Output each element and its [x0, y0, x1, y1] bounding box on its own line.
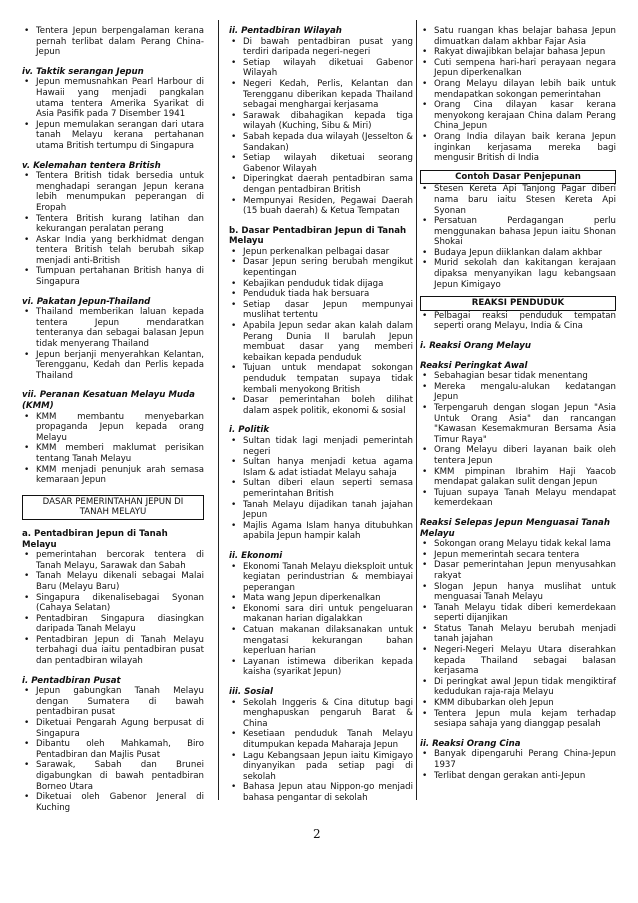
section-heading: i. Pentadbiran Pusat: [22, 675, 121, 686]
list-item: • Jepun memusnahkan Pearl Harbour di Hawaii yang menjadi pangkalan utama tentera Amerika Syarikat di Asia Pasifik pada 7 Disember 1941: [22, 77, 204, 119]
section-heading: i. Politik: [229, 425, 270, 436]
list-item: • Jepun memerintah secara tentera: [420, 550, 616, 561]
list-item: • Sultan diberi elaun seperti semasa pemerintahan British: [229, 478, 413, 499]
section-heading: ii. Ekonomi: [229, 550, 283, 561]
list-item: • Persatuan Perdagangan perlu menggunakan bahasa Jepun iaitu Shonan Shokai: [420, 216, 616, 248]
list-item: • Sekolah Inggeris & Cina ditutup bagi menghapuskan pengaruh Barat & China: [229, 698, 413, 730]
list-item: • Satu ruangan khas belajar bahasa Jepun dimuatkan dalam akhbar Fajar Asia: [420, 26, 616, 47]
list-item: • Terpengaruh dengan slogan Jepun "Asia Untuk Orang Asia" dan rancangan "Kawasan Kesemakmuran Bersama Asia Timur Raya": [420, 403, 616, 445]
list-item: • Penduduk tiada hak bersuara: [229, 289, 413, 300]
list-item: • Jepun perkenalkan pelbagai dasar: [229, 247, 413, 258]
bullet-list: [420, 371, 616, 509]
list-item: • Orang Cina dilayan kasar kerana menyokong kerajaan China dalam Perang China_Jepun: [420, 100, 616, 132]
column-middle: [229, 26, 413, 804]
list-item: • Orang Melayu diberi layanan baik oleh tentera Jepun: [420, 445, 616, 466]
list-item: • Negeri-Negeri Melayu Utara diserahkan kepada Thailand sebagai balasan kerjasama: [420, 645, 616, 677]
bullet-list: [22, 171, 204, 288]
list-item: • Setiap wilayah diketuai Gabenor Wilayah: [229, 58, 413, 79]
list-item: • Ekonomi sara diri untuk pengeluaran makanan harian digalakkan: [229, 604, 413, 625]
list-item: • Catuan makanan dilaksanakan untuk mengatasi kekurangan bahan keperluan harian: [229, 625, 413, 657]
list-item: • Stesen Kereta Api Tanjong Pagar diberi nama baru iaitu Stesen Kereta Api Syonan: [420, 184, 616, 216]
list-item: • Orang Melayu dilayan lebih baik untuk mendapatkan sokongan pemerintahan: [420, 79, 616, 100]
column-divider-2: [416, 20, 417, 800]
bullet-list: [229, 247, 413, 417]
bullet-list: [420, 311, 616, 332]
section-title-box: DASAR PEMERINTAHAN JEPUN DI TANAH MELAYU: [22, 495, 204, 520]
list-item: • KMM memberi maklumat perisikan tentang Tanah Melayu: [22, 443, 204, 464]
list-item: • Tentera British tidak bersedia untuk menghadapi serangan Jepun kerana lebih menumpukan peperangan di Eropah: [22, 171, 204, 213]
section-heading: iii. Sosial: [229, 687, 273, 698]
list-item: • pemerintahan bercorak tentera di Tanah Melayu, Sarawak dan Sabah: [22, 550, 204, 571]
list-item: • Slogan Jepun hanya muslihat untuk menguasai Tanah Melayu: [420, 582, 616, 603]
list-item: • KMM dibubarkan oleh Jepun: [420, 698, 616, 709]
bullet-list: [229, 562, 413, 679]
column-divider-1: [218, 20, 219, 800]
section-heading: Reaksi Peringkat Awal: [420, 360, 528, 371]
list-item: • Diperingkat daerah pentadbiran sama dengan pentadbiran British: [229, 174, 413, 195]
list-item: • Pelbagai reaksi penduduk tempatan seperti orang Melayu, India & Cina: [420, 311, 616, 332]
bullet-list: [22, 412, 204, 486]
list-item: • Negeri Kedah, Perlis, Kelantan dan Terengganu diberikan kepada Thailand sebagai menghargai kerjasama: [229, 79, 413, 111]
bullet-list: [420, 26, 616, 164]
list-item: • Di peringkat awal Jepun tidak mengiktiraf kedudukan raja-raja Melayu: [420, 677, 616, 698]
list-item: • Pentadbiran Jepun di Tanah Melayu terbahagi dua iaitu pentadbiran pusat dan pentadbiran wilayah: [22, 635, 204, 667]
list-item: • Tanah Melayu dijadikan tanah jajahan Jepun: [229, 500, 413, 521]
list-item: • Orang India dilayan baik kerana Jepun inginkan kerjasama mereka bagi mengusir British di India: [420, 132, 616, 164]
list-item: • Lagu Kebangsaan Jepun iaitu Kimigayo dinyanyikan pada setiap pagi di sekolah: [229, 751, 413, 783]
list-item: • Kebajikan penduduk tidak dijaga: [229, 279, 413, 290]
bullet-list: [420, 184, 616, 290]
section-heading: iv. Taktik serangan Jepun: [22, 66, 144, 77]
bullet-list: [22, 686, 204, 813]
bullet-list: [229, 436, 413, 542]
list-item: • KMM membantu menyebarkan propaganda Jepun kepada orang Melayu: [22, 412, 204, 444]
list-item: • Dasar Jepun sering berubah mengikut kepentingan: [229, 257, 413, 278]
bullet-list: [22, 307, 204, 381]
list-item: • Tujuan untuk mendapat sokongan penduduk tempatan supaya tidak kembali menyokong British: [229, 363, 413, 395]
list-item: • Sarawak dibahagikan kepada tiga wilayah (Kuching, Sibu & Miri): [229, 111, 413, 132]
list-item: • Dasar pemerintahan Jepun menyusahkan rakyat: [420, 560, 616, 581]
list-item: • Askar India yang berkhidmat dengan tentera British telah berubah sikap menjadi anti-British: [22, 235, 204, 267]
bullet-list: [22, 77, 204, 151]
list-item: • Tanah Melayu dikenali sebagai Malai Baru (Melayu Baru): [22, 571, 204, 592]
list-item: • Sarawak, Sabah dan Brunei digabungkan di bawah pentadbiran Borneo Utara: [22, 760, 204, 792]
list-item: • Cuti sempena hari-hari perayaan negara Jepun diperkenalkan: [420, 58, 616, 79]
list-item: • Thailand memberikan laluan kepada tentera Jepun mendaratkan tenteranya dan sebagai balasan Jepun tidak menyerang Thailand: [22, 307, 204, 349]
list-item: • Status Tanah Melayu berubah menjadi tanah jajahan: [420, 624, 616, 645]
column-left: [22, 26, 204, 813]
section-heading: ii. Reaksi Orang Cina: [420, 738, 521, 749]
bullet-list: [229, 37, 413, 217]
section-heading: ii. Pentadbiran Wilayah: [229, 26, 342, 36]
list-item: • Kesetiaan penduduk Tanah Melayu ditumpukan kepada Maharaja Jepun: [229, 729, 413, 750]
list-item: • Pentadbiran Singapura diasingkan daripada Tanah Melayu: [22, 614, 204, 635]
list-item: • KMM menjadi penunjuk arah semasa kemaraan Jepun: [22, 465, 204, 486]
list-item: • Sokongan orang Melayu tidak kekal lama: [420, 539, 616, 550]
section-heading: vi. Pakatan Jepun-Thailand: [22, 296, 151, 307]
list-item: • Jepun gabungkan Tanah Melayu dengan Sumatera di bawah pentadbiran pusat: [22, 686, 204, 718]
list-item: • Tumpuan pertahanan British hanya di Singapura: [22, 266, 204, 287]
list-item: • Majlis Agama Islam hanya ditubuhkan apabila Jepun hampir kalah: [229, 521, 413, 542]
list-item: • Sebahagian besar tidak menentang: [420, 371, 616, 382]
list-item: • Banyak dipengaruhi Perang China-Jepun 1937: [420, 749, 616, 770]
list-item: • Terlibat dengan gerakan anti-Jepun: [420, 771, 616, 782]
bullet-list: [420, 749, 616, 781]
list-item: • Tentera Jepun mula kejam terhadap sesiapa sahaja yang dianggap pesalah: [420, 709, 616, 730]
list-item: • Sultan hanya menjadi ketua agama Islam & adat istiadat Melayu sahaja: [229, 457, 413, 478]
bullet-list: [22, 26, 204, 58]
list-item: • Sabah kepada dua wilayah (Jesselton & Sandakan): [229, 132, 413, 153]
list-item: • Tujuan supaya Tanah Melayu mendapat kemerdekaan: [420, 488, 616, 509]
list-item: • Tentera Jepun berpengalaman kerana pernah terlibat dalam Perang China-Jepun: [22, 26, 204, 58]
section-title-box: REAKSI PENDUDUK: [420, 296, 616, 311]
section-heading: vii. Peranan Kesatuan Melayu Muda (KMM): [22, 390, 195, 411]
bullet-list: [420, 539, 616, 730]
bullet-list: [229, 698, 413, 804]
list-item: • Diketuai Pengarah Agung berpusat di Singapura: [22, 718, 204, 739]
list-item: • KMM pimpinan Ibrahim Haji Yaacob mendapat galakan sulit dengan Jepun: [420, 467, 616, 488]
list-item: • Bahasa Jepun atau Nippon-go menjadi bahasa pengantar di sekolah: [229, 782, 413, 803]
section-heading: a. Pentadbiran Jepun di Tanah Melayu: [22, 528, 168, 550]
section-heading: v. Kelemahan tentera British: [22, 160, 161, 171]
list-item: • Mereka mengalu-alukan kedatangan Jepun: [420, 382, 616, 403]
list-item: • Tentera British kurang latihan dan kekurangan peralatan perang: [22, 214, 204, 235]
list-item: • Sultan tidak lagi menjadi pemerintah negeri: [229, 436, 413, 457]
list-item: • Tanah Melayu tidak diberi kemerdekaan seperti dijanjikan: [420, 603, 616, 624]
list-item: • Dibantu oleh Mahkamah, Biro Pentadbiran dan Majlis Pusat: [22, 739, 204, 760]
list-item: • Diketuai oleh Gabenor Jeneral di Kuching: [22, 792, 204, 813]
list-item: • Layanan istimewa diberikan kepada kaisha (syarikat Jepun): [229, 657, 413, 678]
list-item: • Setiap wilayah diketuai seorang Gabenor Wilayah: [229, 153, 413, 174]
list-item: • Rakyat diwajibkan belajar bahasa Jepun: [420, 47, 616, 58]
column-right: [420, 26, 616, 781]
list-item: • Apabila Jepun sedar akan kalah dalam Perang Dunia II barulah Jepun membuat dasar yang memberi kebaikan kepada penduduk: [229, 321, 413, 363]
section-heading: i. Reaksi Orang Melayu: [420, 341, 531, 352]
bullet-list: [22, 550, 204, 667]
list-item: • Jepun memulakan serangan dari utara tanah Melayu kerana pertahanan utama British tertumpu di Singapura: [22, 120, 204, 152]
section-title-box: Contoh Dasar Penjepunan: [420, 170, 616, 185]
list-item: • Dasar pemerintahan boleh dilihat dalam aspek politik, ekonomi & sosial: [229, 395, 413, 416]
list-item: • Jepun berjanji menyerahkan Kelantan, Terengganu, Kedah dan Perlis kepada Thailand: [22, 350, 204, 382]
list-item: • Mempunyai Residen, Pegawai Daerah (15 buah daerah) & Ketua Tempatan: [229, 196, 413, 217]
list-item: • Ekonomi Tanah Melayu dieksploit untuk kegiatan perindustrian & membiayai peperangan: [229, 562, 413, 594]
page-number: 2: [313, 827, 321, 841]
list-item: • Di bawah pentadbiran pusat yang terdiri daripada negeri-negeri: [229, 37, 413, 58]
list-item: • Singapura dikenalisebagai Syonan (Cahaya Selatan): [22, 593, 204, 614]
list-item: • Mata wang Jepun diperkenalkan: [229, 593, 413, 604]
section-heading: b. Dasar Pentadbiran Jepun di Tanah Melayu: [229, 225, 407, 247]
section-heading: Reaksi Selepas Jepun Menguasai Tanah Melayu: [420, 517, 610, 539]
list-item: • Murid sekolah dan kakitangan kerajaan dipaksa menyanyikan lagu kebangsaan Jepun Kimigayo: [420, 258, 616, 290]
list-item: • Setiap dasar Jepun mempunyai muslihat tertentu: [229, 300, 413, 321]
list-item: • Budaya Jepun diiklankan dalam akhbar: [420, 248, 616, 259]
